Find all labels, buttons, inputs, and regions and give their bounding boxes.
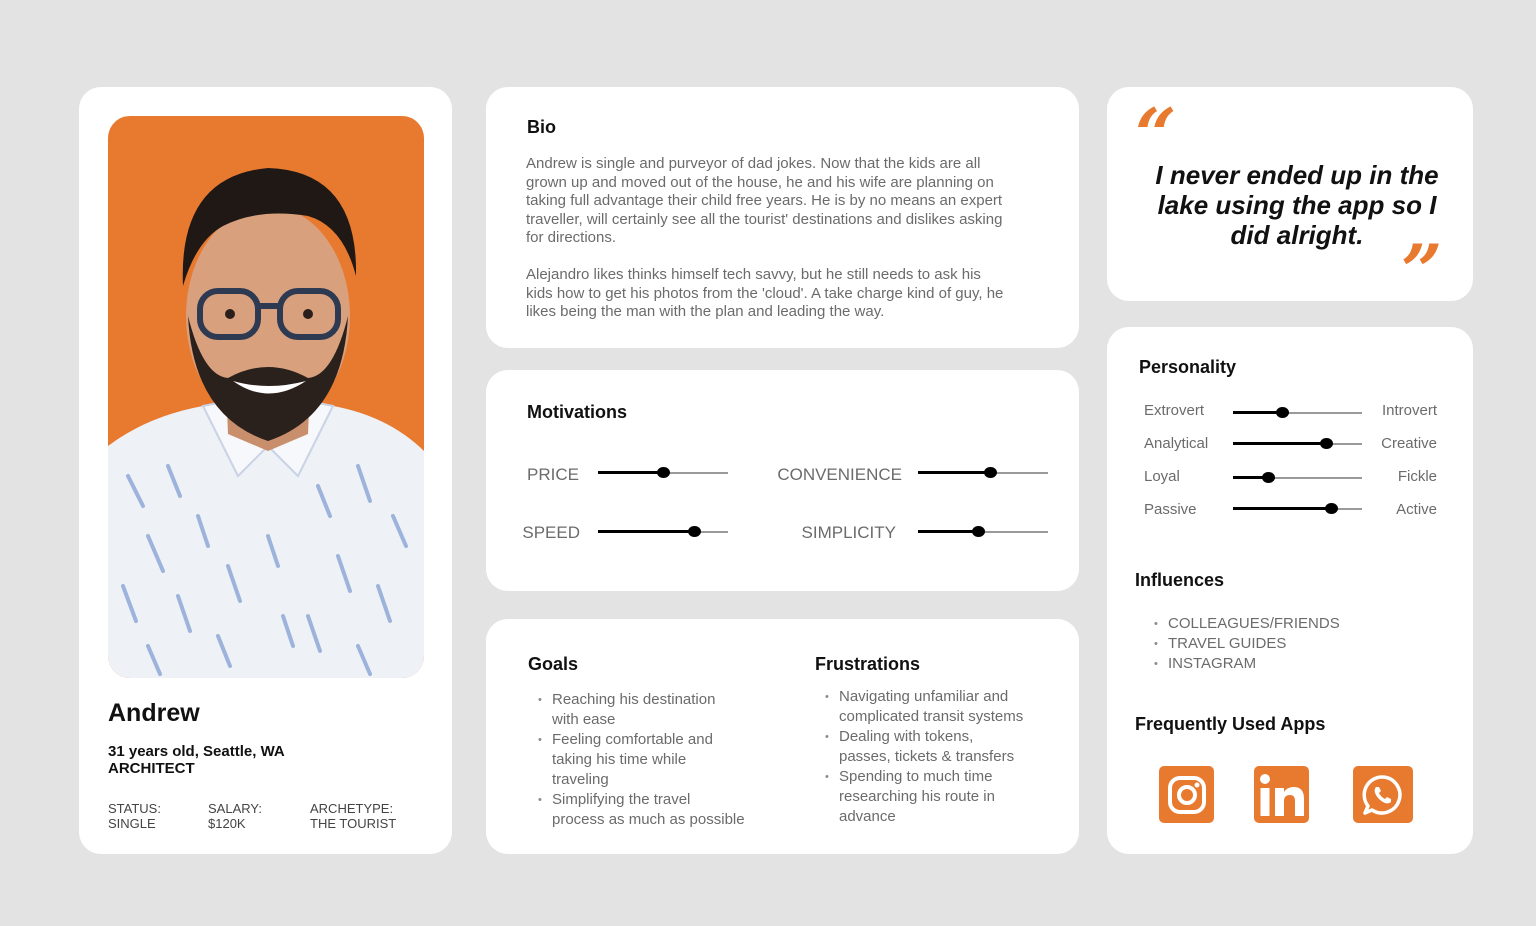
personality-slider-loyal-fickle[interactable] [1233, 472, 1362, 484]
quote-line: did alright. [1230, 220, 1364, 250]
influences-title: Influences [1135, 570, 1225, 590]
bio-card [486, 87, 1079, 348]
list-item [528, 730, 745, 790]
close-quote-icon: ” [1401, 228, 1443, 313]
list-item [1144, 634, 1340, 654]
list-item-line: with ease [552, 711, 616, 728]
bio-paragraph-2 [526, 266, 1046, 322]
bio-line: Alejandro likes thinks himself tech savvy, but he still needs to ask his [526, 266, 981, 283]
list-item-text: • INSTAGRAM [1168, 655, 1257, 672]
quote-card [1107, 87, 1473, 313]
personality-card [1107, 327, 1473, 854]
motivations-card [486, 370, 1079, 591]
list-item [1144, 614, 1340, 634]
apps-title: Frequently Used Apps [1135, 714, 1326, 734]
slider-knob[interactable] [1276, 407, 1289, 418]
motivation-slider-speed[interactable] [598, 526, 728, 538]
personality-slider-analytical-creative[interactable] [1233, 438, 1362, 450]
list-item-line: • Reaching his destination [552, 691, 716, 708]
bio-line: traveller, will certainly see all the tourist' destinations and dislikes asking [526, 210, 1003, 228]
bio-line: Andrew is single and purveyor of dad jokes. Now that the kids are all [526, 155, 981, 172]
slider-knob[interactable] [1325, 503, 1338, 514]
fact-status [108, 801, 161, 831]
quote-line: I never ended up in the [1155, 160, 1439, 190]
list-item [815, 727, 1023, 767]
bio-line: likes being the man with the plan and leading the way. [526, 303, 885, 320]
bio-line: for directions. [526, 229, 617, 246]
list-item-text: • TRAVEL GUIDES [1168, 635, 1287, 652]
slider-knob[interactable] [657, 467, 670, 478]
goals-list [528, 690, 745, 830]
portrait-illustration [108, 116, 424, 678]
trait-left-label: Passive [1144, 501, 1197, 518]
influences-list [1144, 614, 1340, 674]
list-item-line: • Spending to much time [839, 768, 993, 785]
list-item-line: advance [839, 808, 896, 825]
occupation: ARCHITECT [108, 760, 195, 777]
list-item-text: • COLLEAGUES/FRIENDS [1168, 615, 1340, 632]
motivation-label-speed: SPEED [522, 523, 580, 542]
slider-knob[interactable] [1262, 472, 1275, 483]
motivation-label-price: PRICE [527, 465, 579, 484]
motivation-slider-simplicity[interactable] [918, 526, 1048, 538]
list-item-line: passes, tickets & transfers [839, 748, 1015, 765]
bio-title: Bio [527, 117, 556, 137]
slider-knob[interactable] [972, 526, 985, 537]
linkedin-icon[interactable] [1254, 766, 1309, 823]
open-quote-icon: “ [1135, 92, 1177, 177]
personality-slider-extrovert-introvert[interactable] [1233, 407, 1362, 419]
list-item-line: • Simplifying the travel [552, 791, 691, 808]
quote-line: lake using the app so I [1157, 190, 1437, 220]
goals-frustrations-card [486, 619, 1079, 854]
list-item-line: traveling [552, 771, 609, 788]
bio-line: grown up and moved out of the house, he and his wife are planning on [526, 173, 994, 191]
fact-label: ARCHETYPE: [310, 801, 394, 816]
personality-slider-passive-active[interactable] [1233, 503, 1362, 515]
list-item [528, 790, 745, 830]
trait-right-label: Creative [1381, 435, 1437, 452]
list-item [815, 687, 1023, 727]
list-item-line: • Dealing with tokens, [839, 728, 974, 745]
list-item-line: process as much as possible [552, 811, 745, 828]
bio-paragraph-1 [526, 155, 1046, 248]
fact-salary [208, 801, 262, 831]
list-item [1144, 654, 1340, 674]
motivation-slider-price[interactable] [598, 467, 728, 479]
trait-left-label: Extrovert [1144, 402, 1205, 419]
motivation-label-simplicity: SIMPLICITY [801, 523, 896, 542]
profile-card [79, 87, 452, 854]
trait-left-label: Loyal [1144, 468, 1180, 485]
list-item [815, 767, 1023, 827]
list-item-line: • Feeling comfortable and [552, 731, 713, 748]
personality-title: Personality [1139, 357, 1237, 377]
profile-photo [108, 116, 424, 678]
fact-value: $120K [208, 816, 246, 831]
age-location: 31 years old, Seattle, WA [108, 743, 285, 760]
instagram-icon[interactable] [1159, 766, 1214, 823]
fact-value: THE TOURIST [310, 816, 397, 831]
motivations-title: Motivations [527, 402, 628, 422]
list-item-line: taking his time while [552, 751, 687, 768]
trait-right-label: Active [1396, 501, 1437, 518]
list-item [528, 690, 745, 730]
persona-name: Andrew [108, 699, 200, 727]
slider-knob[interactable] [1320, 438, 1333, 449]
motivation-label-convenience: CONVENIENCE [777, 465, 902, 484]
list-item-line: complicated transit systems [839, 708, 1024, 725]
frustrations-list [815, 687, 1023, 827]
list-item-line: researching his route in [839, 788, 995, 805]
list-item-line: • Navigating unfamiliar and [839, 688, 1009, 705]
fact-archetype [310, 801, 396, 831]
fact-value: SINGLE [108, 816, 156, 831]
trait-right-label: Introvert [1381, 402, 1437, 419]
trait-right-label: Fickle [1397, 468, 1437, 485]
persona-details [108, 743, 285, 777]
fact-label: STATUS: [108, 801, 161, 816]
goals-title: Goals [528, 654, 579, 674]
whatsapp-icon[interactable] [1353, 766, 1413, 823]
motivation-slider-convenience[interactable] [918, 467, 1048, 479]
fact-label: SALARY: [208, 801, 262, 816]
slider-knob[interactable] [688, 526, 701, 537]
bio-line: taking full advantage their child free years. He is by no means an expert [526, 192, 1003, 209]
frustrations-title: Frustrations [815, 654, 921, 674]
slider-knob[interactable] [984, 467, 997, 478]
trait-left-label: Analytical [1144, 435, 1209, 452]
bio-line: kids how to get his photos from the 'cloud'. A take charge kind of guy, he [526, 284, 1004, 302]
